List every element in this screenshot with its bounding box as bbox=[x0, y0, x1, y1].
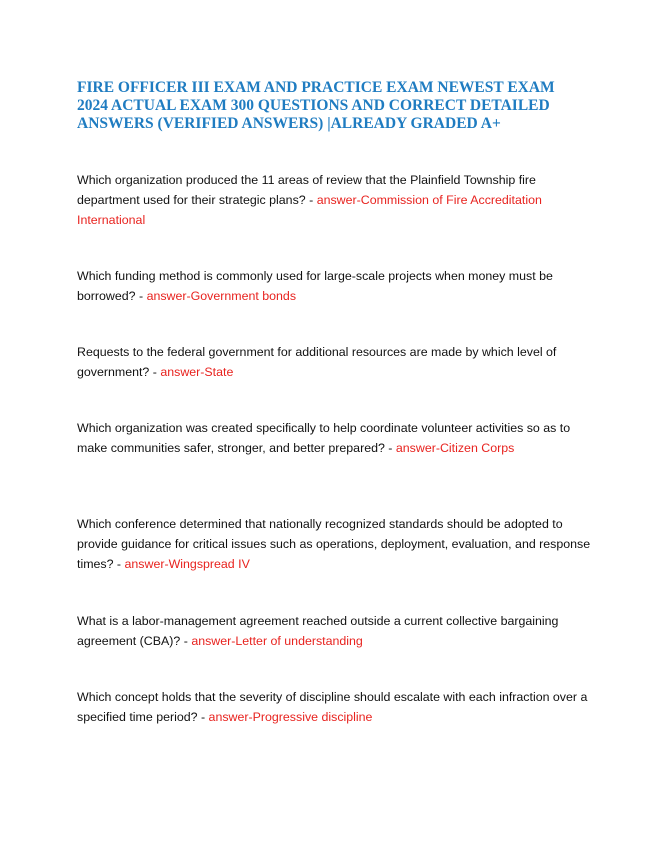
question-text: Which concept holds that the severity of discipline should escalate with each infraction over a specified time period? - bbox=[77, 690, 588, 724]
question-text: Requests to the federal government for additional resources are made by which level of government? - bbox=[77, 345, 557, 379]
answer-text: answer-Citizen Corps bbox=[395, 440, 515, 455]
question-text: Which conference determined that nationally recognized standards should be adopted to provide guidance for critical issues such as operations, deployment, evaluation, and response times? - bbox=[77, 517, 591, 571]
question-text: Which organization was created specifically to help coordinate volunteer activities so as to make communities safer, stronger, and better prepared? - bbox=[77, 421, 571, 455]
answer-text: answer-Government bonds bbox=[146, 288, 297, 303]
answer-text: answer-State bbox=[160, 364, 234, 379]
qa-item bbox=[77, 612, 597, 652]
qa-item bbox=[77, 171, 597, 230]
document-title: FIRE OFFICER III EXAM AND PRACTICE EXAM NEWEST EXAM 2024 ACTUAL EXAM 300 QUESTIONS AND CORRECT DETAILED ANSWERS (VERIFIED ANSWERS) |ALREADY GRADED A+ bbox=[77, 79, 555, 132]
question-text: Which organization produced the 11 areas of review that the Plainfield Township fire department used for their strategic plans? - bbox=[77, 173, 536, 207]
question-text: Which funding method is commonly used for large-scale projects when money must be borrowed? - bbox=[77, 269, 553, 303]
answer-text: answer-Letter of understanding bbox=[191, 633, 363, 648]
qa-item bbox=[77, 267, 597, 307]
answer-text: answer-Commission of Fire Accreditation International bbox=[77, 192, 542, 227]
question-text: What is a labor-management agreement reached outside a current collective bargaining agreement (CBA)? - bbox=[77, 614, 559, 648]
qa-item bbox=[77, 688, 597, 728]
answer-text: answer-Progressive discipline bbox=[208, 709, 373, 724]
qa-item bbox=[77, 419, 597, 459]
qa-item bbox=[77, 515, 597, 574]
answer-text: answer-Wingspread IV bbox=[124, 556, 250, 571]
qa-item bbox=[77, 343, 597, 383]
